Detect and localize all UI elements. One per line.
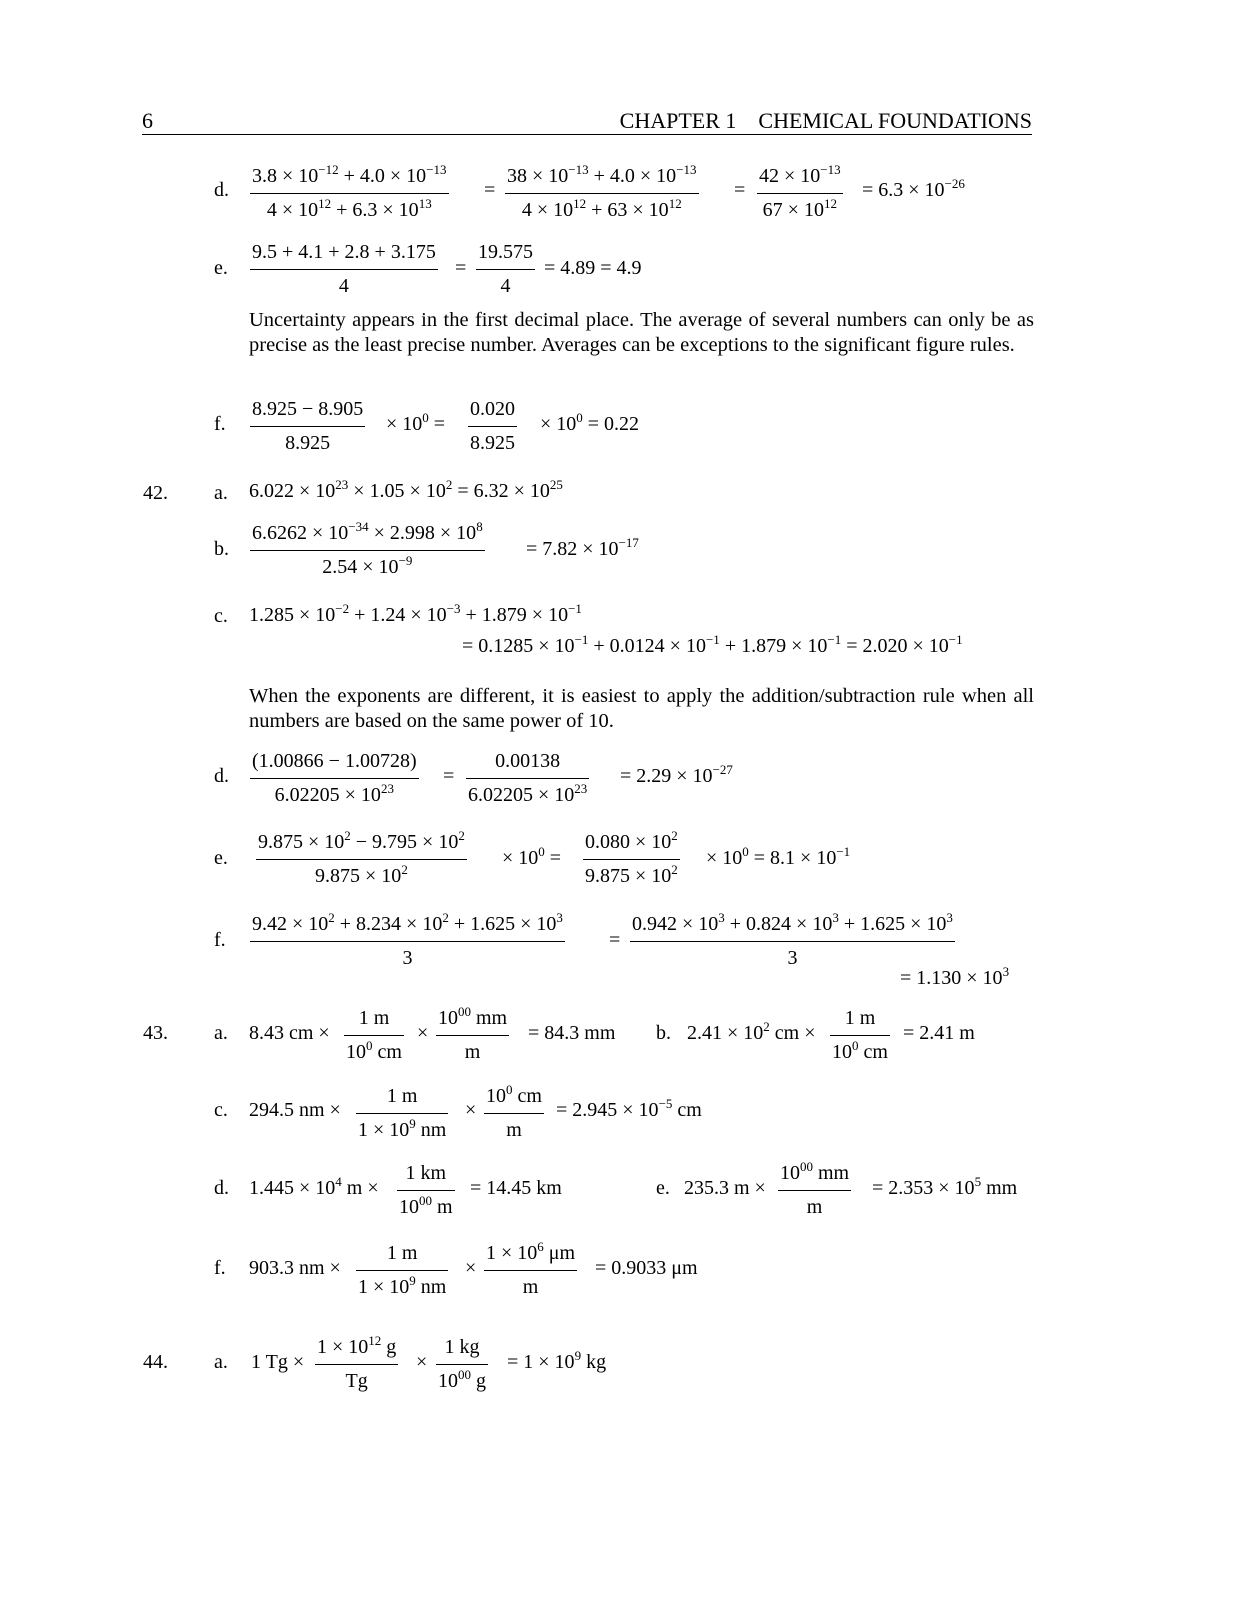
fraction (250, 164, 449, 222)
denominator: 4 (500, 275, 511, 297)
numerator: $9.42 \times 10^2 + 8.234 \times 10^2 + 1.625 \times 10^3$ (252, 910, 563, 935)
fraction-bar (250, 941, 565, 942)
denominator: $2.54 \times 10^{-9}$ (322, 553, 413, 578)
operator: × $10^0$ = (502, 844, 562, 869)
result: × $10^0 = 0.22$ (540, 410, 640, 435)
denominator: 8.925 (285, 432, 331, 454)
fraction-bar (630, 941, 955, 942)
problem-number: 43. (143, 1022, 168, 1044)
item-label: f. (214, 413, 226, 435)
item-label: e. (214, 847, 228, 869)
result: = 0.9033 μm (595, 1257, 698, 1279)
fraction (356, 1241, 448, 1299)
expression: 235.3 m × (684, 1177, 766, 1199)
fraction-bar (505, 193, 699, 194)
numerator: $0.080 \times 10^2$ (585, 828, 678, 853)
numerator: $1 \times 10^{12}$ g (317, 1333, 397, 1358)
numerator: $3.8 \times 10^{-12} + 4.0 \times 10^{-13}$ (252, 162, 447, 187)
item-label: a. (214, 1351, 228, 1373)
numerator: $6.6262 \times 10^{-34} \times 2.998 \times 10^8$ (252, 519, 483, 544)
denominator: m (464, 1041, 481, 1063)
numerator: 0.00138 (495, 750, 561, 772)
denominator: m (806, 1196, 823, 1218)
fraction (256, 830, 467, 888)
note-paragraph: When the exponents are different, it is easiest to apply the addition/subtraction rule when all numbers are based on the same power of 10. (249, 685, 1034, 732)
denominator: $9.875 \times 10^2$ (315, 862, 408, 887)
fraction (250, 397, 365, 455)
fraction-bar (356, 1113, 448, 1114)
operator: × (465, 1257, 477, 1279)
operator: × (465, 1099, 477, 1121)
fraction (250, 912, 565, 970)
equals-sign: = (455, 257, 467, 279)
fraction (583, 830, 680, 888)
result: = $2.29 \times 10^{-27}$ (620, 762, 733, 787)
problem-number: 42. (143, 482, 168, 504)
operator: × $10^0$ = (386, 410, 446, 435)
fraction (356, 1084, 448, 1142)
numerator: 0.020 (470, 398, 515, 420)
result: = $1.130 \times 10^3$ (900, 964, 1010, 989)
result: = 4.89 = 4.9 (544, 257, 642, 279)
denominator: $4 \times 10^{12} + 63 \times 10^{12}$ (521, 196, 682, 221)
fraction (484, 1084, 544, 1142)
operator: × (417, 1022, 429, 1044)
fraction-bar (315, 1364, 398, 1365)
denominator: $6.02205 \times 10^{23}$ (468, 781, 588, 806)
numerator: 1 kg (444, 1336, 480, 1358)
expression: $1.445 \times 10^4$ m × (249, 1174, 379, 1199)
item-label: c. (214, 1099, 228, 1121)
denominator: $67 \times 10^{12}$ (762, 196, 837, 221)
equals-sign: = (609, 929, 621, 951)
denominator: 3 (787, 947, 798, 969)
result: × $10^0 = 8.1 \times 10^{-1}$ (706, 844, 851, 869)
expression: 8.43 cm × (249, 1022, 330, 1044)
result: = 84.3 mm (528, 1022, 616, 1044)
fraction-bar (476, 269, 535, 270)
fraction (476, 240, 535, 298)
expression: 903.3 nm × (249, 1257, 341, 1279)
denominator: $6.02205 \times 10^{23}$ (274, 781, 394, 806)
numerator: $38 \times 10^{-13} + 4.0 \times 10^{-13}$ (507, 162, 697, 187)
fraction-bar (436, 1364, 488, 1365)
equals-sign: = (443, 765, 455, 787)
fraction (505, 164, 699, 222)
denominator: 8.925 (470, 432, 515, 454)
item-label: d. (214, 765, 229, 787)
denominator: $10^{00}$ m (399, 1193, 453, 1218)
expression: 294.5 nm × (249, 1099, 341, 1121)
expression: = $0.1285 \times 10^{-1} + 0.0124 \times 10^{-1} + 1.879 \times 10^{-1} = 2.020 \times 10^{-1}$ (462, 632, 963, 657)
numerator: (1.00866 − 1.00728) (252, 750, 417, 772)
denominator: Tg (345, 1370, 368, 1392)
note-paragraph: Uncertainty appears in the first decimal place. The average of several numbers can only be as precise as the least precise number. Averages can be exceptions to the significant figure rules. (249, 309, 1034, 356)
result: = 14.45 km (470, 1177, 562, 1199)
denominator: $10^{00}$ g (438, 1367, 486, 1392)
fraction (484, 1241, 577, 1299)
numerator: $10^0$ cm (486, 1082, 542, 1107)
fraction (778, 1161, 851, 1219)
denominator: m (522, 1276, 539, 1298)
item-label: a. (214, 1022, 228, 1044)
fraction-bar (778, 1190, 851, 1191)
fraction-bar (250, 550, 485, 551)
numerator: $9.875 \times 10^2 - 9.795 \times 10^2$ (258, 828, 465, 853)
item-label: e. (214, 257, 228, 279)
denominator: $10^0$ cm (346, 1038, 402, 1063)
result: = $2.353 \times 10^5$ mm (872, 1174, 1018, 1199)
equals-sign: = (484, 179, 496, 201)
denominator: $1 \times 10^9$ nm (358, 1273, 447, 1298)
item-label: b. (214, 538, 229, 560)
operator: × (416, 1351, 428, 1373)
fraction-bar (484, 1113, 544, 1114)
item-label: f. (214, 929, 226, 951)
fraction-bar (344, 1035, 404, 1036)
denominator: $10^0$ cm (832, 1038, 888, 1063)
denominator: m (506, 1119, 522, 1141)
fraction-bar (466, 778, 589, 779)
denominator: 3 (402, 947, 413, 969)
denominator: $9.875 \times 10^2$ (585, 862, 678, 887)
fraction-bar (256, 859, 467, 860)
page-number: 6 (142, 108, 153, 133)
fraction (436, 1006, 509, 1064)
numerator: 1 m (358, 1007, 390, 1029)
fraction-bar (250, 269, 438, 270)
result: = $1 \times 10^9$ kg (507, 1348, 607, 1373)
fraction (466, 749, 589, 807)
numerator: 1 m (386, 1242, 418, 1264)
fraction-bar (250, 778, 419, 779)
problem-number: 44. (143, 1351, 168, 1373)
fraction-bar (830, 1035, 890, 1036)
item-label: c. (214, 605, 228, 627)
denominator: 4 (338, 275, 349, 297)
denominator: $1 \times 10^9$ nm (358, 1116, 447, 1141)
fraction-bar (757, 193, 843, 194)
item-label: d. (214, 1177, 229, 1199)
fraction (830, 1006, 890, 1064)
fraction-bar (583, 859, 680, 860)
numerator: 1 m (386, 1085, 418, 1107)
numerator: 19.575 (478, 241, 533, 263)
fraction (436, 1335, 488, 1393)
fraction-bar (250, 193, 449, 194)
item-label: b. (656, 1022, 671, 1044)
fraction-bar (356, 1270, 448, 1271)
numerator: 1 m (844, 1007, 876, 1029)
fraction-bar (484, 1270, 577, 1271)
expression: $2.41 \times 10^2$ cm × (687, 1019, 816, 1044)
fraction (250, 521, 485, 579)
expression: 1 Tg × (251, 1351, 305, 1373)
numerator: 1 km (405, 1162, 447, 1184)
numerator: $10^{00}$ mm (780, 1159, 850, 1184)
result: = $7.82 \times 10^{-17}$ (526, 535, 639, 560)
numerator: $10^{00}$ mm (438, 1004, 508, 1029)
fraction (757, 164, 843, 222)
numerator: $42 \times 10^{-13}$ (759, 162, 841, 187)
page-header (142, 108, 1032, 135)
equals-sign: = (734, 179, 746, 201)
numerator: $0.942 \times 10^3 + 0.824 \times 10^3 + 1.625 \times 10^3$ (632, 910, 953, 935)
fraction (315, 1335, 398, 1393)
result: = $2.945 \times 10^{-5}$ cm (556, 1096, 702, 1121)
expression: $1.285 \times 10^{-2} + 1.24 \times 10^{-3} + 1.879 \times 10^{-1}$ (249, 601, 582, 626)
fraction-bar (250, 426, 365, 427)
fraction (468, 397, 517, 455)
numerator: 9.5 + 4.1 + 2.8 + 3.175 (252, 241, 436, 263)
fraction (250, 240, 438, 298)
item-label: f. (214, 1257, 226, 1279)
result: = 2.41 m (903, 1022, 975, 1044)
fraction (630, 912, 955, 970)
item-label: a. (214, 482, 228, 504)
fraction (397, 1161, 455, 1219)
numerator: $1 \times 10^6$ μm (486, 1239, 576, 1264)
item-label: e. (656, 1177, 670, 1199)
fraction-bar (468, 426, 517, 427)
chapter-heading: CHAPTER 1 CHEMICAL FOUNDATIONS (619, 108, 1032, 133)
result: = $6.3 \times 10^{-26}$ (862, 176, 965, 201)
fraction-bar (436, 1035, 509, 1036)
fraction (344, 1006, 404, 1064)
fraction-bar (397, 1190, 455, 1191)
expression: $6.022 \times 10^{23} \times 1.05 \times 10^2 = 6.32 \times 10^{25}$ (249, 477, 563, 502)
numerator: 8.925 − 8.905 (252, 398, 364, 420)
fraction (250, 749, 419, 807)
item-label: d. (214, 179, 229, 201)
denominator: $4 \times 10^{12} + 6.3 \times 10^{13}$ (266, 196, 432, 221)
